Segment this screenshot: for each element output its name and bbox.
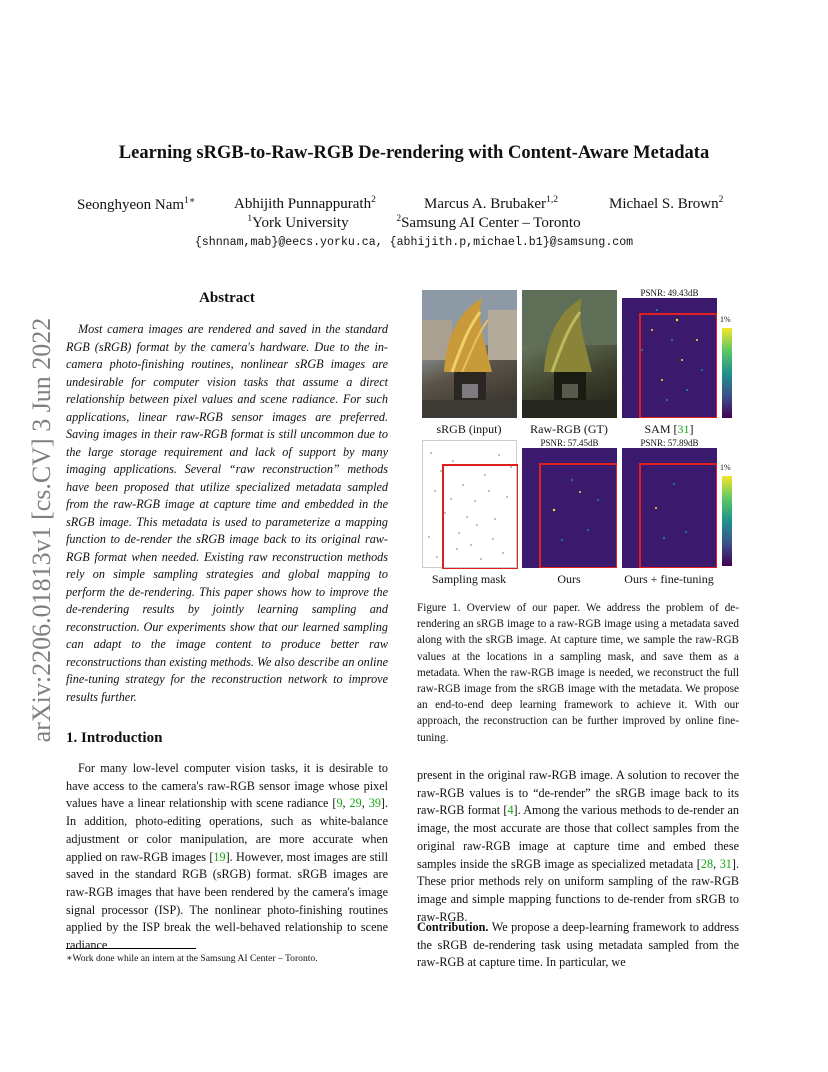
ours-error-map <box>522 440 617 568</box>
label-sampling-mask: Sampling mask <box>431 572 507 586</box>
author-sup: 1,2 <box>546 195 558 205</box>
introduction-paragraph <box>66 760 388 955</box>
author-name: Marcus A. Brubaker <box>424 196 547 212</box>
section-heading-introduction: 1. Introduction <box>66 730 163 746</box>
citation-link[interactable]: 9 <box>336 796 343 811</box>
author-1 <box>77 195 195 214</box>
sam-error-map <box>622 290 717 418</box>
text-run: present in the original raw-RGB image. A solution to recover the raw-RGB values is to “de-render” the sRGB image back to its raw-RGB format [ <box>417 768 739 818</box>
citation-link[interactable]: 39 <box>368 796 381 811</box>
author-sup: 1∗ <box>184 196 196 206</box>
introduction-paragraph-continued <box>417 767 739 926</box>
arxiv-stamp <box>20 290 60 770</box>
affiliation-name: York University <box>252 215 349 231</box>
citation-link[interactable]: 28 <box>700 856 714 871</box>
text-run: ]. These prior methods rely on uniform sampling of the raw-RGB image and simple mapping functions to de-render from sRGB to raw-RGB. <box>417 856 739 924</box>
colorbar-top <box>722 328 732 418</box>
author-name: Abhijith Punnappurath <box>234 196 372 212</box>
label-sam: SAM [31] <box>644 422 694 436</box>
psnr-ours-finetuning: PSNR: 57.89dB <box>622 438 717 448</box>
citation-link[interactable]: 4 <box>507 803 514 818</box>
ours-finetuning-error-map <box>622 440 717 568</box>
text-run: , <box>713 856 720 871</box>
affiliations <box>0 214 828 232</box>
srgb-input-image <box>422 290 517 418</box>
raw-rgb-gt-image <box>522 290 617 418</box>
author-2 <box>234 195 376 213</box>
text-run: We propose a deep-learning framework to address the sRGB de-rendering task using metadata sampled from the raw-RGB at capture time. In particular, we <box>417 920 739 970</box>
affiliation-2 <box>396 214 580 232</box>
label-ours: Ours <box>557 572 581 586</box>
affiliation-1 <box>247 214 348 232</box>
text-run: ]. Among the various methods to de-render an image, the most accurate are those that collect samples from the original raw-RGB image at capture time and embed these samples inside the sRGB image as specialized metadata [ <box>417 803 739 871</box>
contribution-heading: Contribution. <box>417 920 489 934</box>
error-map-icon <box>622 440 717 568</box>
error-map-icon <box>522 440 617 568</box>
error-map-icon <box>622 290 717 418</box>
citation-link[interactable]: 31 <box>719 856 732 871</box>
colorbar-max-bottom: 1% <box>720 463 731 472</box>
label-ours-finetuning: Ours + fine-tuning <box>624 572 714 586</box>
text-run: , <box>361 796 369 811</box>
sculpture-icon <box>422 290 517 418</box>
figure-1 <box>418 288 744 588</box>
contribution-paragraph <box>417 919 739 972</box>
paper-title: Learning sRGB-to-Raw-RGB De-rendering with Content-Aware Metadata <box>118 143 710 163</box>
colorbar-bottom <box>722 476 732 566</box>
arxiv-stamp-text: arXiv:2206.01813v1 [cs.CV] 3 Jun 2022 <box>27 317 56 743</box>
colorbar-max-top: 1% <box>720 315 731 324</box>
label-raw-rgb-gt: Raw-RGB (GT) <box>530 422 608 436</box>
text-run: For many low-level computer vision tasks, it is desirable to have access to the camera's raw-RGB sensor image whose pixel values have a linear relationship with scene radiance [ <box>66 761 388 811</box>
affiliation-name: Samsung AI Center – Toronto <box>401 215 581 231</box>
author-name: Michael S. Brown <box>609 196 719 212</box>
author-name: Seonghyeon Nam <box>77 197 185 213</box>
affiliation-sup: 2 <box>396 214 402 224</box>
author-sup: 2 <box>371 195 376 205</box>
sampling-mask-image <box>422 440 517 568</box>
footnote-rule <box>66 948 196 949</box>
citation-link[interactable]: 19 <box>213 849 226 864</box>
label-srgb-input: sRGB (input) <box>436 422 502 436</box>
sculpture-raw-icon <box>522 290 617 418</box>
sampling-dots-icon <box>423 441 518 569</box>
footnote: ∗Work done while an intern at the Samsung AI Center – Toronto. <box>66 953 318 964</box>
figure-1-caption: Figure 1. Overview of our paper. We address the problem of de-rendering an sRGB image to a raw-RGB image using a metadata saved along with the sRGB image. At capture time, we sample the raw-RGB values at the locations in a sampling mask, and save them as a metadata. When the raw-RGB image is needed, we reconstruct the full raw-RGB image from the sRGB image with the metadata. We propose an end-to-end deep learning framework to achieve it. With our approach, the reconstruction can be further improved by online fine-tuning. <box>417 602 739 744</box>
abstract-heading: Abstract <box>199 290 255 306</box>
text-run: ]. However, most images are still saved in the standard RGB (sRGB) format. sRGB images are raw-RGB images that have been rendered by the camera's image signal processor (ISP). The nonlinear photo-finishing routines applied by the ISP break the well-behaved relationship to scene radiance <box>66 849 388 953</box>
author-4 <box>609 195 723 213</box>
author-sup: 2 <box>718 195 724 205</box>
citation-link[interactable]: 29 <box>349 796 362 811</box>
text-run: , <box>342 796 350 811</box>
author-emails: {shnnam,mab}@eecs.yorku.ca, {abhijith.p,michael.b1}@samsung.com <box>194 236 634 249</box>
abstract-body: Most camera images are rendered and saved in the standard RGB (sRGB) format by the camera's hardware. Due to the in-camera photo-finishing routines, nonlinear sRGB images are undesirable for computer vision tasks that assume a direct relationship between pixel values and scene radiance. For such applications, linear raw-RGB sensor images are preferred. Saving images in their raw-RGB format is still uncommon due to the large storage requirement and lack of support by many imaging applications. Several “raw reconstruction” methods have been proposed that utilize specialized metadata sampled from the raw-RGB image at capture time and embedded in the sRGB image. This metadata is used to parameterize a mapping function to de-render the sRGB image back to its original raw-RGB format when needed. Existing raw reconstruction methods rely on simple sampling strategies and global mapping to perform the de-rendering. This paper shows how to improve the de-rendering results by jointly learning sampling and reconstruction. Our experiments show that our learned sampling can adapt to the image content to produce better raw reconstructions than existing methods. We also describe an online fine-tuning strategy for the reconstruction network to improve results further. <box>66 322 388 704</box>
psnr-ours: PSNR: 57.45dB <box>522 438 617 448</box>
author-3 <box>424 195 558 213</box>
citation-link[interactable]: 31 <box>677 422 690 436</box>
psnr-sam: PSNR: 49.43dB <box>622 288 717 298</box>
affiliation-sup: 1 <box>247 214 253 224</box>
text-run: ]. In addition, photo-editing operations, such as white-balance adjustment or color manipulation, are more accurate when applied on raw-RGB images [ <box>66 796 389 864</box>
